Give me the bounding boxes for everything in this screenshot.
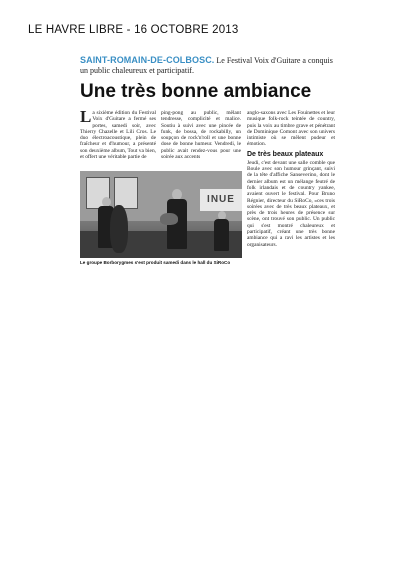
column-3-text-2: Jeudi, c'est devant une salle comble que Boule avec son humour grinçant, suivi de la tête d'affiche Sanseverino, dont le dernier album est un mélange feutré de folk irlandais et de country yankee, avaient ouvert le festival. Pour Bruno Régnier, directeur du SiRoCo, «ces trois soirées avec de très beaux plateaux, et près de trois heures de présence sur scène, ont trouvé son public. Un public qui s'est montré chaleureux et participatif, créant une très bonne ambiance qui a ravi les artistes et les organisateurs. bbox=[247, 159, 335, 248]
article-headline: Une très bonne ambiance bbox=[80, 81, 312, 102]
photo-caption: Le groupe Borborygmes s'est produit samedi dans le hall du SiRoCo bbox=[80, 260, 231, 265]
column-3-text-1: anglo-saxons avec Les Fouinettes et leur musique folk-rock teintée de country, puis la voix au timbre grave et pénétrant de Dominique Comont avec son univers intimiste où se mêlent pudeur et émotion. bbox=[247, 110, 335, 148]
column-1-text: a sixième édition du Festival Voix d'Guitare a fermé ses portes, samedi soir, avec Thierry Chazelle et Lili Cros. Le duo électroacoustique, plein de fraîcheur et d'humour, a présenté son deuxième album, Tout va bien, et offert une véritable partie de bbox=[80, 110, 156, 161]
article-column-3 bbox=[247, 110, 335, 268]
article-column-2 bbox=[161, 110, 241, 168]
column-2-text: ping-pong au public, mêlant tendresse, complicité et malice. Soutiu à suivi avec une pincée de funk, de bossa, de rockabilly, un soupçon de rock'n'roll et une bonne dose de bonne humeur. Vendredi, le public avait rendez-vous pour une soirée aux accents bbox=[161, 110, 241, 161]
article-kicker: SAINT-ROMAIN-DE-COLBOSC. bbox=[80, 55, 215, 65]
article-column-1 bbox=[80, 110, 156, 168]
article-subhead: De très beaux plateaux bbox=[247, 150, 324, 158]
photo-banner: INUE bbox=[200, 189, 242, 211]
musician-figure bbox=[214, 219, 229, 251]
article-kicker-line bbox=[80, 56, 336, 75]
double-bass bbox=[110, 205, 128, 253]
drop-cap: L bbox=[80, 110, 92, 126]
newspaper-clipping bbox=[78, 55, 336, 273]
newspaper-source-label: LE HAVRE LIBRE - 16 OCTOBRE 2013 bbox=[28, 24, 239, 36]
concert-photo bbox=[80, 171, 242, 258]
guitar bbox=[160, 213, 178, 225]
article-lede: Le Festival Voix d'Guitare a conquis un public chaleureux et participatif. bbox=[80, 56, 333, 75]
